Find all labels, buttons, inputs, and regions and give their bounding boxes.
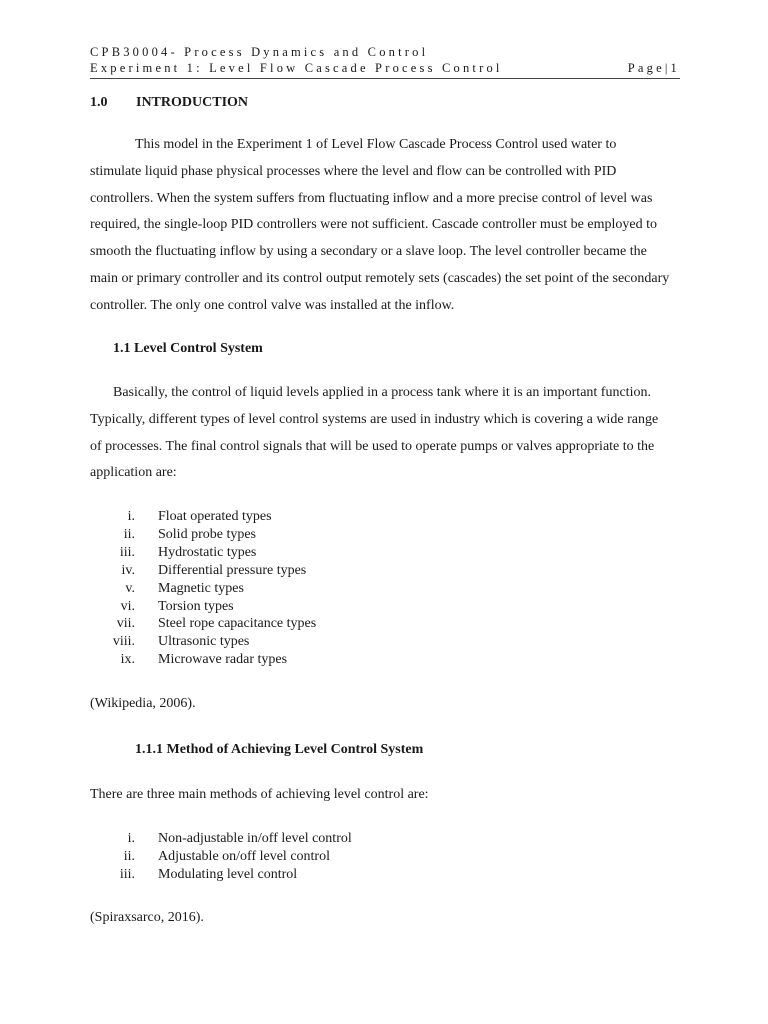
list-item-text: Differential pressure types [158, 562, 307, 578]
experiment-title: Experiment 1: Level Flow Cascade Process Control [90, 61, 503, 75]
list-item-number: iii. [119, 544, 135, 560]
methods-list [90, 830, 650, 884]
list-item-text: Magnetic types [158, 580, 244, 596]
section-title: INTRODUCTION [136, 95, 249, 110]
page-number: Page|1 [627, 61, 680, 75]
section-heading [90, 95, 248, 111]
list-item [90, 848, 650, 866]
list-item [90, 866, 650, 884]
list-item-text: Adjustable on/off level control [158, 848, 330, 864]
subsubsection-heading: 1.1.1 Method of Achieving Level Control System [135, 742, 424, 757]
list-item-number: iii. [119, 866, 135, 882]
list-item-text: Modulating level control [158, 866, 298, 882]
list-item-text: Solid probe types [158, 526, 256, 542]
list-item-number: i. [127, 831, 135, 846]
level-control-paragraph: Basically, the control of liquid levels applied in a process tank where it is an important function. Typically, different types of level control systems are used in industry which is covering a wide range of processes. The final control signals that will be used to operate pumps or valves appropriate to the application are: [90, 385, 659, 481]
list-item [90, 830, 650, 848]
list-item-text: Hydrostatic types [158, 544, 257, 560]
list-item-number: vii. [116, 616, 135, 632]
list-item [90, 508, 650, 526]
list-item [90, 651, 650, 669]
page-header [90, 44, 680, 76]
list-item [90, 598, 650, 616]
list-item-number: iv. [121, 562, 135, 578]
list-item [90, 615, 650, 633]
list-item-number: viii. [112, 634, 135, 650]
list-item-text: Steel rope capacitance types [158, 616, 317, 632]
list-item-number: ii. [123, 848, 135, 864]
list-item-number: ix. [120, 652, 135, 668]
list-item-number: vi. [120, 598, 135, 614]
list-item-text: Microwave radar types [158, 652, 288, 668]
subsection-heading: 1.1 Level Control System [113, 341, 263, 356]
list-item-number: i. [127, 509, 135, 524]
section-number: 1.0 [90, 95, 108, 110]
header-rule [90, 78, 680, 79]
citation-spiraxsarco: (Spiraxsarco, 2016). [90, 910, 204, 925]
list-item [90, 544, 650, 562]
list-item-text: Float operated types [158, 509, 272, 524]
list-item-text: Non-adjustable in/off level control [158, 831, 352, 846]
list-item-text: Ultrasonic types [158, 634, 250, 650]
methods-paragraph: There are three main methods of achieving level control are: [90, 787, 429, 802]
list-item [90, 526, 650, 544]
citation-wikipedia: (Wikipedia, 2006). [90, 696, 196, 711]
list-item-text: Torsion types [158, 598, 234, 614]
level-types-list [90, 508, 650, 669]
course-title: CPB30004- Process Dynamics and Control [90, 45, 429, 59]
list-item [90, 580, 650, 598]
intro-paragraph: This model in the Experiment 1 of Level Flow Cascade Process Control used water to stimulate liquid phase physical processes where the level and flow can be controlled with PID controllers. When the system suffers from fluctuating inflow and a more precise control of level was required, the single-loop PID controllers were not sufficient. Cascade controller must be employed to smooth the fluctuating inflow by using a secondary or a slave loop. The level controller became the main or primary controller and its control output remotely sets (cascades) the set point of the secondary controller. The only one control valve was installed at the inflow. [90, 137, 670, 313]
list-item [90, 562, 650, 580]
list-item-number: v. [125, 580, 135, 596]
header-row [90, 60, 680, 76]
list-item-number: ii. [123, 526, 135, 542]
list-item [90, 633, 650, 651]
